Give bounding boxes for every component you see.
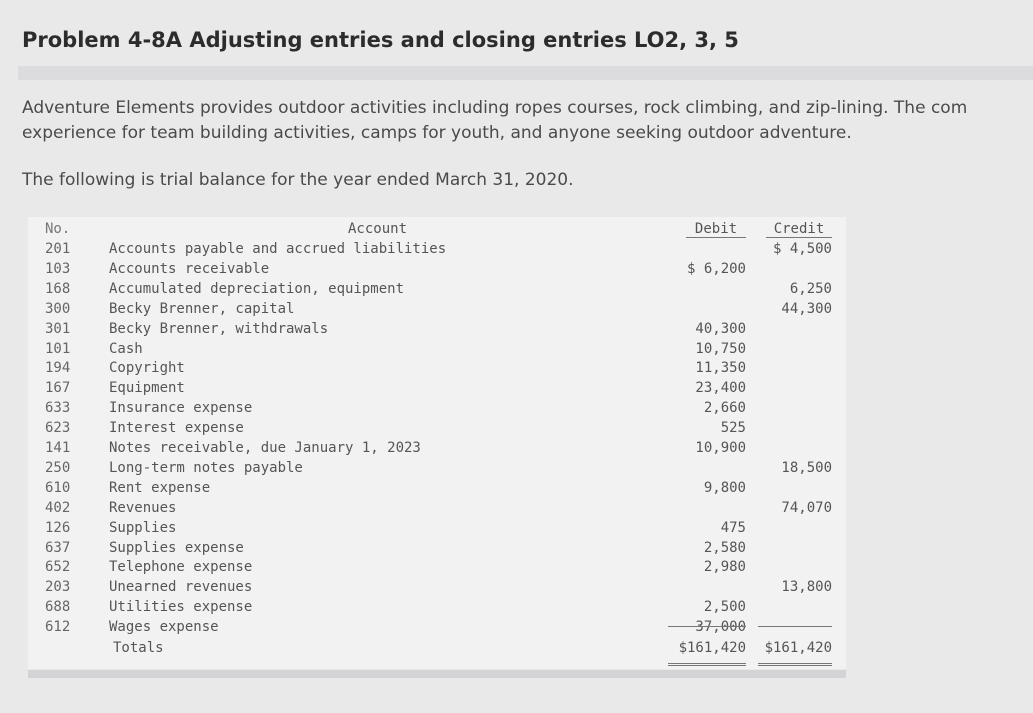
- table-row: [28, 478, 846, 498]
- debit-amount: 23,400: [695, 380, 746, 397]
- account-number: 402: [45, 499, 71, 516]
- account-number: 168: [45, 280, 71, 297]
- totals-credit: $161,420: [764, 640, 832, 656]
- header-account: Account: [348, 221, 408, 237]
- table-row: [28, 398, 846, 418]
- debit-amount: 9,800: [703, 479, 746, 496]
- table-row: [28, 577, 846, 597]
- credit-sum-line: [758, 626, 832, 627]
- account-name: Copyright: [109, 360, 185, 377]
- account-number: 610: [45, 479, 71, 496]
- intro-line-1: Adventure Elements provides outdoor activities including ropes courses, rock climbing, and zip-lining. The com: [22, 98, 968, 118]
- account-name: Unearned revenues: [109, 579, 253, 596]
- credit-header-underline: [766, 237, 832, 238]
- debit-amount: 475: [720, 519, 746, 536]
- debit-amount: 2,500: [703, 599, 746, 616]
- debit-amount: 37,000: [695, 619, 746, 636]
- debit-amount: 40,300: [695, 320, 746, 337]
- header-debit: Debit: [694, 221, 738, 237]
- debit-amount: 10,900: [695, 440, 746, 456]
- totals-row: [28, 638, 846, 658]
- table-row: [28, 518, 846, 538]
- account-name: Supplies: [109, 519, 177, 536]
- totals-debit: $161,420: [678, 640, 746, 656]
- table-row: [28, 319, 846, 339]
- credit-amount: $ 4,500: [772, 241, 832, 257]
- section-divider: [18, 66, 1033, 80]
- debit-header-underline: [686, 237, 746, 238]
- account-number: 633: [45, 400, 71, 417]
- account-number: 250: [45, 459, 71, 476]
- table-row: [28, 279, 846, 299]
- header-credit: Credit: [773, 221, 825, 237]
- debit-amount: 10,750: [695, 340, 746, 357]
- account-number: 194: [45, 360, 71, 377]
- account-number: 101: [45, 340, 71, 357]
- totals-label: Totals: [113, 640, 164, 656]
- account-name: Long-term notes payable: [109, 459, 303, 476]
- account-name: Interest expense: [109, 420, 244, 437]
- debit-amount: 2,580: [703, 539, 746, 556]
- trial-balance-lead: The following is trial balance for the year ended March 31, 2020.: [22, 170, 574, 190]
- account-name: Supplies expense: [109, 539, 244, 556]
- table-row: [28, 339, 846, 359]
- problem-title: Problem 4-8A Adjusting entries and closing entries LO2, 3, 5: [22, 28, 739, 52]
- table-header-row: [28, 219, 846, 239]
- account-name: Utilities expense: [109, 599, 253, 616]
- account-number: 141: [45, 440, 71, 456]
- account-number: 203: [45, 579, 71, 596]
- credit-amount: 18,500: [781, 459, 832, 476]
- account-name: Accounts payable and accrued liabilities: [109, 241, 447, 257]
- account-name: Wages expense: [109, 619, 219, 636]
- account-name: Accumulated depreciation, equipment: [109, 280, 405, 297]
- table-bottom-edge: [28, 670, 846, 678]
- account-number: 103: [45, 260, 71, 277]
- account-number: 126: [45, 519, 71, 536]
- debit-amount: 2,660: [703, 400, 746, 417]
- account-name: Becky Brenner, capital: [109, 300, 295, 317]
- table-row: [28, 259, 846, 279]
- account-name: Revenues: [109, 499, 177, 516]
- table-row: [28, 617, 846, 637]
- account-name: Equipment: [109, 380, 185, 397]
- account-number: 300: [45, 300, 71, 317]
- account-number: 637: [45, 539, 71, 556]
- intro-line-2: experience for team building activities, camps for youth, and anyone seeking outdoor adventure.: [22, 123, 852, 143]
- debit-sum-line: [668, 626, 746, 627]
- account-number: 623: [45, 420, 71, 437]
- credit-double-underline: [758, 663, 832, 666]
- table-row: [28, 458, 846, 478]
- account-number: 167: [45, 380, 71, 397]
- account-name: Notes receivable, due January 1, 2023: [109, 440, 421, 456]
- table-row: [28, 557, 846, 577]
- debit-double-underline: [668, 663, 746, 666]
- table-row: [28, 299, 846, 319]
- table-row: [28, 538, 846, 558]
- debit-amount: 525: [720, 420, 746, 437]
- debit-amount: 11,350: [695, 360, 746, 377]
- account-name: Telephone expense: [109, 559, 253, 576]
- table-row: [28, 498, 846, 518]
- credit-amount: 74,070: [781, 499, 832, 516]
- account-name: Cash: [109, 340, 143, 357]
- debit-amount: $ 6,200: [686, 260, 746, 277]
- table-row: [28, 239, 846, 259]
- account-number: 201: [45, 241, 71, 257]
- account-name: Insurance expense: [109, 400, 253, 417]
- account-number: 301: [45, 320, 71, 337]
- debit-amount: 2,980: [703, 559, 746, 576]
- table-row: [28, 378, 846, 398]
- account-name: Rent expense: [109, 479, 211, 496]
- account-number: 652: [45, 559, 71, 576]
- account-name: Accounts receivable: [109, 260, 270, 277]
- credit-amount: 44,300: [781, 300, 832, 317]
- header-no: No.: [45, 221, 71, 237]
- account-number: 612: [45, 619, 71, 636]
- table-row: [28, 418, 846, 438]
- account-name: Becky Brenner, withdrawals: [109, 320, 329, 337]
- problem-intro: [22, 96, 1033, 146]
- trial-balance-table: [28, 217, 846, 669]
- account-number: 688: [45, 599, 71, 616]
- table-row: [28, 597, 846, 617]
- credit-amount: 13,800: [781, 579, 832, 596]
- table-row: [28, 438, 846, 458]
- credit-amount: 6,250: [789, 280, 832, 297]
- table-row: [28, 358, 846, 378]
